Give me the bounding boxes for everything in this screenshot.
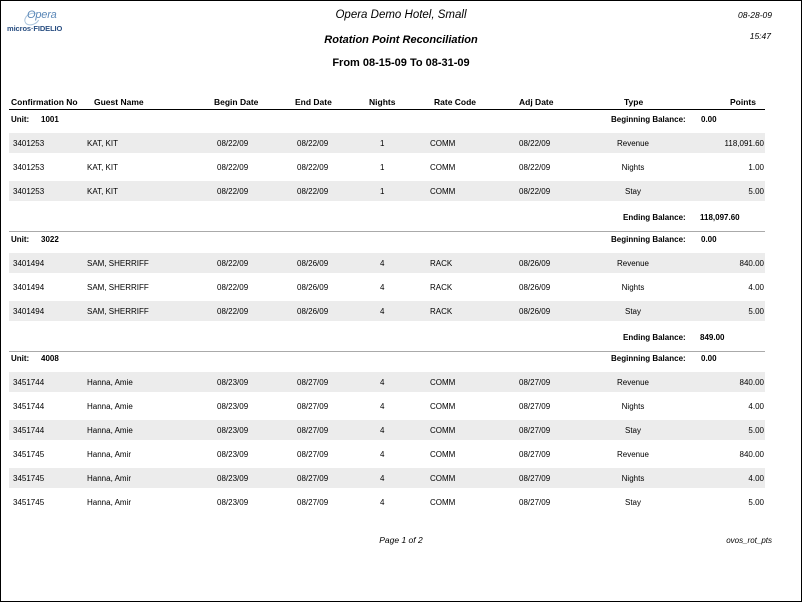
cell-rate-code: COMM: [430, 187, 456, 196]
cell-confirmation: 3401494: [13, 307, 45, 316]
beginning-balance-value: 0.00: [701, 115, 717, 124]
unit-number: 3022: [41, 235, 59, 244]
unit-heading: [11, 115, 131, 129]
cell-type: Revenue: [616, 259, 650, 268]
cell-points: 4.00: [748, 402, 764, 411]
cell-type: Stay: [624, 307, 641, 316]
cell-guest-name: KAT, KIT: [87, 187, 118, 196]
cell-points: 5.00: [748, 498, 764, 507]
cell-end-date: 08/27/09: [297, 426, 329, 435]
cell-begin-date: 08/23/09: [217, 426, 249, 435]
table-row: [9, 420, 765, 440]
unit-number: 1001: [41, 115, 59, 124]
column-header-rate-code: Rate Code: [434, 97, 477, 107]
header-divider: [9, 109, 765, 110]
cell-confirmation: 3451745: [13, 498, 45, 507]
beginning-balance: [611, 354, 761, 368]
beginning-balance-value: 0.00: [701, 235, 717, 244]
beginning-balance: [611, 235, 761, 249]
table-row: [9, 396, 765, 416]
cell-confirmation: 3401494: [13, 259, 45, 268]
ending-balance-value: 849.00: [700, 333, 725, 342]
cell-confirmation: 3451744: [13, 378, 45, 387]
table-row: [9, 133, 765, 153]
cell-guest-name: KAT, KIT: [87, 139, 118, 148]
table-row: [9, 444, 765, 464]
column-header-confirmation: Confirmation No: [11, 97, 78, 107]
cell-nights: 4: [380, 259, 385, 268]
cell-type: Revenue: [616, 450, 650, 459]
cell-begin-date: 08/22/09: [217, 283, 249, 292]
cell-type: Stay: [624, 498, 641, 507]
cell-end-date: 08/27/09: [297, 378, 329, 387]
cell-nights: 4: [380, 378, 385, 387]
cell-guest-name: KAT, KIT: [87, 163, 118, 172]
unit-divider: [9, 351, 765, 352]
cell-end-date: 08/27/09: [297, 474, 329, 483]
cell-rate-code: RACK: [430, 307, 453, 316]
cell-adj-date: 08/22/09: [519, 139, 551, 148]
table-row: [9, 181, 765, 201]
cell-type: Nights: [621, 474, 645, 483]
table-row: [9, 253, 765, 273]
beginning-balance-label: Beginning Balance:: [611, 115, 686, 124]
cell-adj-date: 08/27/09: [519, 474, 551, 483]
cell-nights: 4: [380, 450, 385, 459]
cell-end-date: 08/26/09: [297, 283, 329, 292]
cell-begin-date: 08/23/09: [217, 450, 249, 459]
cell-nights: 4: [380, 474, 385, 483]
cell-confirmation: 3401253: [13, 187, 45, 196]
cell-nights: 4: [380, 498, 385, 507]
cell-begin-date: 08/23/09: [217, 378, 249, 387]
cell-type: Nights: [621, 283, 645, 292]
cell-guest-name: SAM, SHERRIFF: [87, 283, 149, 292]
report-title: Rotation Point Reconciliation: [324, 34, 478, 46]
cell-points: 840.00: [739, 450, 764, 459]
page-number: Page 1 of 2: [379, 535, 423, 545]
beginning-balance: [611, 115, 761, 129]
cell-points: 1.00: [748, 163, 764, 172]
cell-points: 840.00: [739, 378, 764, 387]
cell-adj-date: 08/27/09: [519, 378, 551, 387]
cell-guest-name: SAM, SHERRIFF: [87, 259, 149, 268]
cell-begin-date: 08/23/09: [217, 498, 249, 507]
cell-nights: 4: [380, 307, 385, 316]
cell-begin-date: 08/22/09: [217, 163, 249, 172]
column-header-type: Type: [624, 97, 644, 107]
cell-rate-code: COMM: [430, 474, 456, 483]
cell-guest-name: Hanna, Amir: [87, 450, 132, 459]
logo-opera-text: Opera: [27, 9, 57, 21]
unit-divider: [9, 231, 765, 232]
cell-nights: 1: [380, 163, 385, 172]
cell-type: Nights: [621, 163, 645, 172]
cell-end-date: 08/26/09: [297, 307, 329, 316]
column-header-adj-date: Adj Date: [519, 97, 554, 107]
cell-adj-date: 08/27/09: [519, 426, 551, 435]
ending-balance-label: Ending Balance:: [623, 213, 686, 222]
cell-adj-date: 08/26/09: [519, 259, 551, 268]
table-row: [9, 301, 765, 321]
cell-confirmation: 3401494: [13, 283, 45, 292]
unit-label: Unit:: [11, 235, 30, 244]
cell-rate-code: RACK: [430, 283, 453, 292]
cell-nights: 4: [380, 402, 385, 411]
cell-begin-date: 08/23/09: [217, 402, 249, 411]
cell-begin-date: 08/23/09: [217, 474, 249, 483]
cell-rate-code: COMM: [430, 378, 456, 387]
cell-points: 118,091.60: [724, 139, 764, 148]
column-header-nights: Nights: [369, 97, 396, 107]
table-row: [9, 492, 765, 512]
cell-guest-name: Hanna, Amie: [87, 426, 133, 435]
cell-adj-date: 08/27/09: [519, 450, 551, 459]
cell-type: Nights: [621, 402, 645, 411]
cell-guest-name: Hanna, Amie: [87, 378, 133, 387]
hotel-name: Opera Demo Hotel, Small: [335, 9, 467, 21]
cell-nights: 4: [380, 426, 385, 435]
cell-confirmation: 3451744: [13, 402, 45, 411]
unit-heading: [11, 235, 131, 249]
cell-confirmation: 3451745: [13, 450, 45, 459]
cell-adj-date: 08/26/09: [519, 283, 551, 292]
cell-end-date: 08/22/09: [297, 187, 329, 196]
unit-number: 4008: [41, 354, 59, 363]
cell-points: 4.00: [748, 474, 764, 483]
table-row: [9, 468, 765, 488]
cell-nights: 4: [380, 283, 385, 292]
cell-type: Stay: [624, 426, 641, 435]
ending-balance-label: Ending Balance:: [623, 333, 686, 342]
cell-end-date: 08/26/09: [297, 259, 329, 268]
cell-confirmation: 3401253: [13, 139, 45, 148]
cell-type: Revenue: [616, 139, 650, 148]
beginning-balance-label: Beginning Balance:: [611, 235, 686, 244]
cell-adj-date: 08/22/09: [519, 187, 551, 196]
cell-guest-name: SAM, SHERRIFF: [87, 307, 149, 316]
cell-points: 5.00: [748, 426, 764, 435]
print-time: 15:47: [749, 31, 771, 41]
beginning-balance-label: Beginning Balance:: [611, 354, 686, 363]
cell-rate-code: COMM: [430, 402, 456, 411]
cell-rate-code: COMM: [430, 498, 456, 507]
cell-adj-date: 08/27/09: [519, 498, 551, 507]
table-row: [9, 157, 765, 177]
cell-end-date: 08/22/09: [297, 139, 329, 148]
date-range: From 08-15-09 To 08-31-09: [332, 57, 470, 69]
cell-end-date: 08/27/09: [297, 450, 329, 459]
cell-adj-date: 08/22/09: [519, 163, 551, 172]
cell-points: 840.00: [739, 259, 764, 268]
cell-points: 4.00: [748, 283, 764, 292]
cell-confirmation: 3451744: [13, 426, 45, 435]
beginning-balance-value: 0.00: [701, 354, 717, 363]
cell-begin-date: 08/22/09: [217, 259, 249, 268]
cell-guest-name: Hanna, Amie: [87, 402, 133, 411]
cell-rate-code: COMM: [430, 450, 456, 459]
cell-type: Stay: [624, 187, 641, 196]
cell-end-date: 08/27/09: [297, 498, 329, 507]
column-header-begin-date: Begin Date: [214, 97, 259, 107]
cell-rate-code: COMM: [430, 163, 456, 172]
cell-points: 5.00: [748, 307, 764, 316]
cell-nights: 1: [380, 139, 385, 148]
cell-guest-name: Hanna, Amir: [87, 498, 132, 507]
unit-heading: [11, 354, 131, 368]
cell-begin-date: 08/22/09: [217, 187, 249, 196]
ending-balance: [623, 333, 773, 347]
column-header-guest-name: Guest Name: [94, 97, 144, 107]
cell-nights: 1: [380, 187, 385, 196]
table-row: [9, 277, 765, 297]
table-row: [9, 372, 765, 392]
column-header-end-date: End Date: [295, 97, 332, 107]
cell-confirmation: 3451745: [13, 474, 45, 483]
cell-adj-date: 08/27/09: [519, 402, 551, 411]
cell-rate-code: RACK: [430, 259, 453, 268]
ending-balance-value: 118,097.60: [700, 213, 740, 222]
report-code: ovos_rot_pts: [726, 536, 772, 545]
cell-guest-name: Hanna, Amir: [87, 474, 132, 483]
unit-label: Unit:: [11, 354, 30, 363]
print-date: 08-28-09: [737, 10, 772, 20]
logo-micros-text: micros·FIDELIO: [7, 24, 63, 33]
cell-points: 5.00: [748, 187, 764, 196]
cell-rate-code: COMM: [430, 139, 456, 148]
unit-label: Unit:: [11, 115, 30, 124]
cell-confirmation: 3401253: [13, 163, 45, 172]
cell-rate-code: COMM: [430, 426, 456, 435]
column-header-points: Points: [730, 97, 756, 107]
cell-end-date: 08/22/09: [297, 163, 329, 172]
cell-end-date: 08/27/09: [297, 402, 329, 411]
cell-begin-date: 08/22/09: [217, 139, 249, 148]
cell-adj-date: 08/26/09: [519, 307, 551, 316]
cell-type: Revenue: [616, 378, 650, 387]
ending-balance: [623, 213, 773, 227]
cell-begin-date: 08/22/09: [217, 307, 249, 316]
